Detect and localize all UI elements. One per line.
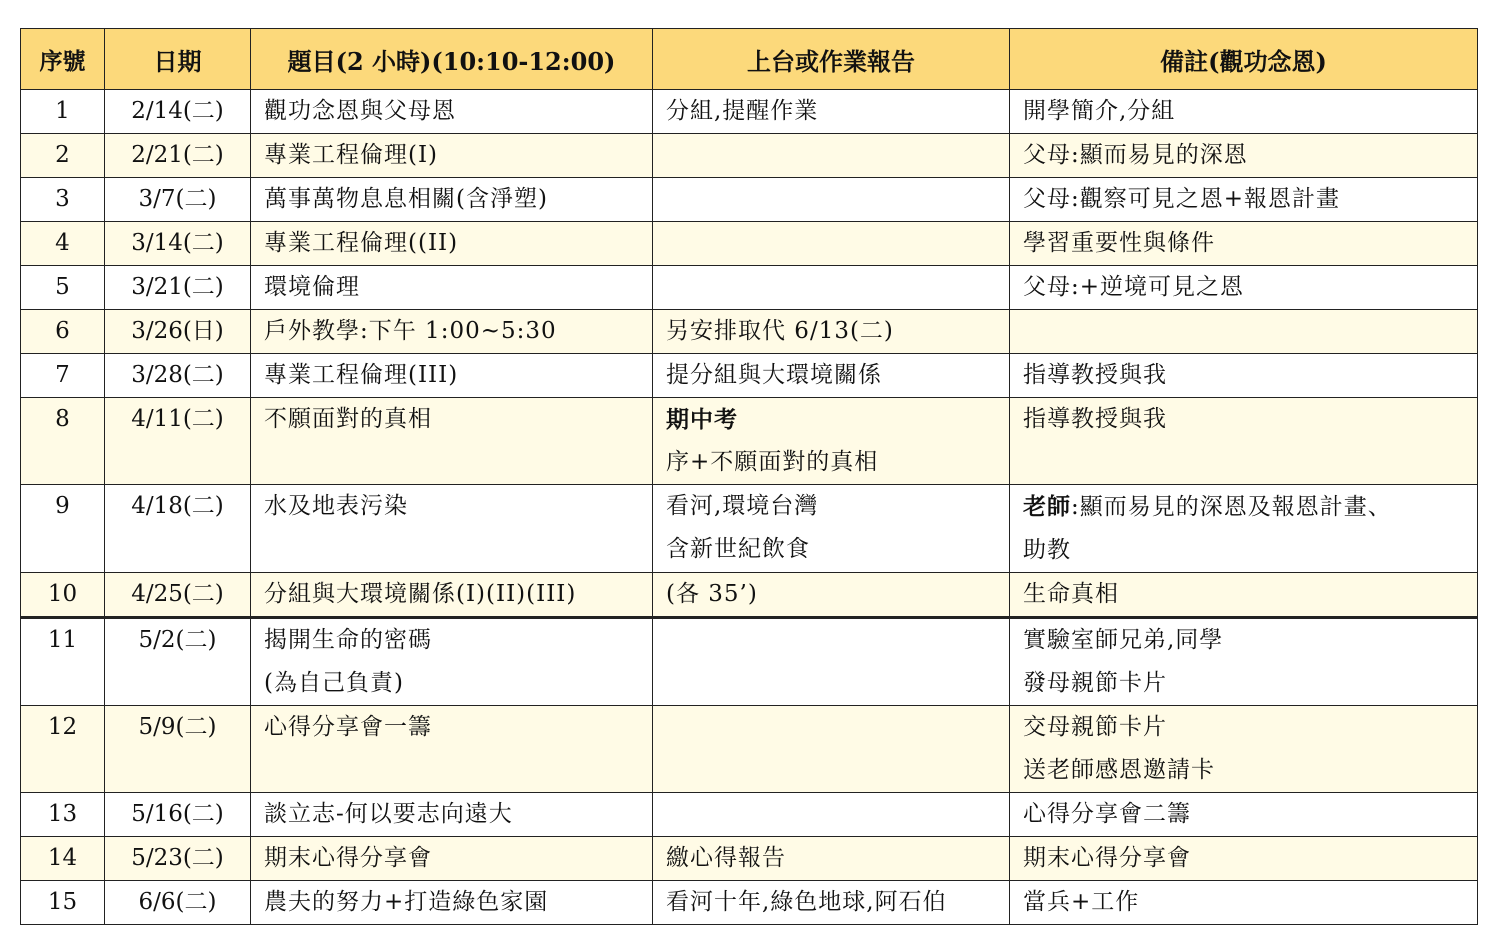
cell-topic [251,573,653,618]
cell-note [1010,266,1478,310]
cell-text: 萬事萬物息息相關(含淨塑) [264,186,548,212]
cell-text: 3 [55,186,70,212]
cell-report [653,178,1010,222]
table-row [21,837,1478,881]
cell-no [21,618,105,706]
cell-no [21,134,105,178]
cell-date [105,793,251,837]
cell-no [21,793,105,837]
cell-topic [251,266,653,310]
cell-note [1010,178,1478,222]
cell-text: 談立志-何以要志向遠大 [264,801,513,827]
cell-topic [251,134,653,178]
cell-no [21,706,105,793]
cell-no [21,837,105,881]
cell-topic [251,222,653,266]
table-row [21,178,1478,222]
cell-note [1010,881,1478,925]
cell-text: 父母:+逆境可見之恩 [1023,274,1245,300]
cell-date [105,354,251,398]
cell-date [105,618,251,706]
table-row [21,354,1478,398]
cell-topic [251,881,653,925]
cell-report [653,398,1010,485]
cell-text: 送老師感恩邀請卡 [1023,757,1215,783]
cell-text: 13 [47,801,78,827]
cell-report [653,354,1010,398]
cell-text: 2/14(二) [131,98,224,124]
cell-report [653,618,1010,706]
cell-date [105,178,251,222]
schedule-table-container [20,28,1477,925]
cell-text: 父母:觀察可見之恩+報恩計畫 [1023,186,1341,212]
cell-text: 10 [47,581,78,607]
cell-text: 發母親節卡片 [1023,670,1167,696]
cell-topic [251,178,653,222]
table-row [21,310,1478,354]
cell-report [653,310,1010,354]
header-note: 備註(觀功念恩) [1010,29,1478,90]
cell-text: 11 [47,627,78,653]
cell-text: 當兵+工作 [1023,889,1140,915]
cell-note [1010,398,1478,485]
cell-date [105,266,251,310]
cell-text: 心得分享會一籌 [264,714,432,740]
cell-topic [251,793,653,837]
cell-text: 4/11(二) [131,406,224,432]
cell-text: 實驗室師兄弟,同學 [1023,627,1224,653]
cell-text: 戶外教學:下午 1:00~5:30 [264,318,557,344]
cell-note [1010,837,1478,881]
cell-text: 繳心得報告 [666,845,786,871]
cell-topic [251,310,653,354]
cell-report [653,222,1010,266]
cell-line [1023,485,1477,529]
cell-text-bold: 老師 [1023,493,1071,520]
cell-note [1010,134,1478,178]
cell-text: 揭開生命的密碼 [264,627,432,653]
cell-text: 環境倫理 [264,274,360,300]
cell-date [105,310,251,354]
cell-topic [251,90,653,134]
cell-text: 開學簡介,分組 [1023,98,1176,124]
cell-text: 農夫的努力+打造綠色家園 [264,889,549,915]
cell-report [653,706,1010,793]
cell-text: 15 [47,889,78,915]
cell-text: 看河十年,綠色地球,阿石伯 [666,889,947,915]
cell-date [105,222,251,266]
course-schedule-table [20,28,1478,925]
cell-date [105,398,251,485]
cell-topic [251,354,653,398]
cell-text: 指導教授與我 [1023,362,1167,388]
table-row [21,706,1478,793]
cell-text: 14 [47,845,78,871]
cell-text: 4 [55,230,70,256]
cell-topic [251,706,653,793]
table-row [21,793,1478,837]
cell-text: 指導教授與我 [1023,406,1167,432]
table-row [21,881,1478,925]
cell-text: 交母親節卡片 [1023,714,1167,740]
cell-date [105,573,251,618]
cell-text: (各 35’) [666,581,758,607]
table-header-row [21,29,1478,90]
cell-report [653,881,1010,925]
cell-text: 心得分享會二籌 [1023,801,1191,827]
table-row [21,485,1478,573]
cell-text: 分組與大環境關係(I)(II)(III) [264,581,577,607]
cell-date [105,837,251,881]
cell-topic [251,837,653,881]
cell-text: 12 [47,714,78,740]
table-row [21,398,1478,485]
cell-text: 不願面對的真相 [264,406,432,432]
cell-text: 5/16(二) [131,801,224,827]
cell-text: 8 [55,406,70,432]
cell-report [653,793,1010,837]
cell-text: 3/28(二) [131,362,224,388]
cell-no [21,90,105,134]
header-no: 序號 [21,29,105,90]
cell-report [653,837,1010,881]
cell-text: 2 [55,142,70,168]
cell-text: 5/2(二) [138,627,217,653]
cell-text: 6/6(二) [138,889,217,915]
cell-note [1010,354,1478,398]
table-body [21,90,1478,925]
cell-text: 5/23(二) [131,845,224,871]
cell-note [1010,222,1478,266]
cell-text: 3/21(二) [131,274,224,300]
cell-text: 專業工程倫理((II) [264,230,459,256]
cell-text: 4/25(二) [131,581,224,607]
cell-text: 3/26(日) [131,318,224,344]
cell-topic [251,485,653,573]
cell-no [21,354,105,398]
cell-text: 生命真相 [1023,581,1119,607]
cell-text: 觀功念恩與父母恩 [264,98,456,124]
cell-report [653,134,1010,178]
cell-text: 9 [55,493,70,519]
header-topic: 題目(2 小時)(10:10-12:00) [251,29,653,90]
cell-text: 專業工程倫理(III) [264,362,459,388]
cell-date [105,90,251,134]
cell-report [653,573,1010,618]
cell-no [21,398,105,485]
cell-no [21,485,105,573]
cell-text: 5 [55,274,70,300]
cell-note [1010,90,1478,134]
cell-report [653,485,1010,573]
cell-note [1010,573,1478,618]
cell-no [21,573,105,618]
cell-date [105,134,251,178]
cell-text: 5/9(二) [138,714,217,740]
table-row [21,618,1478,706]
cell-text: 專業工程倫理(I) [264,142,439,168]
cell-date [105,881,251,925]
cell-text: 4/18(二) [131,493,224,519]
cell-date [105,706,251,793]
cell-text: 期末心得分享會 [264,845,432,871]
cell-text: 看河,環境台灣 [666,493,819,519]
cell-text: 含新世紀飲食 [666,536,810,562]
cell-note [1010,618,1478,706]
cell-note [1010,793,1478,837]
table-row [21,222,1478,266]
cell-report [653,90,1010,134]
table-row [21,90,1478,134]
cell-note [1010,310,1478,354]
cell-text: :顯而易見的深恩及報恩計畫、 [1071,494,1392,520]
cell-note [1010,706,1478,793]
cell-text: 學習重要性與條件 [1023,230,1215,256]
cell-no [21,266,105,310]
cell-text: 助教 [1023,537,1071,563]
cell-no [21,222,105,266]
cell-report [653,266,1010,310]
cell-text: 提分組與大環境關係 [666,362,882,388]
cell-text: 分組,提醒作業 [666,98,819,124]
table-row [21,573,1478,618]
cell-topic [251,398,653,485]
cell-text: 序+不願面對的真相 [666,449,879,475]
cell-text: 3/7(二) [138,186,217,212]
cell-text: 期末心得分享會 [1023,845,1191,871]
cell-text: 另安排取代 6/13(二) [666,318,894,344]
cell-no [21,178,105,222]
cell-text: 6 [55,318,70,344]
cell-no [21,881,105,925]
cell-text: 水及地表污染 [264,493,408,519]
cell-text: 7 [55,362,70,388]
cell-text: 2/21(二) [131,142,224,168]
cell-text: 1 [55,98,70,124]
cell-no [21,310,105,354]
cell-text: 3/14(二) [131,230,224,256]
cell-text: (為自己負責) [264,670,404,696]
table-row [21,134,1478,178]
cell-text: 期中考 [666,406,738,433]
cell-topic [251,618,653,706]
cell-note [1010,485,1478,573]
cell-text: 父母:顯而易見的深恩 [1023,142,1248,168]
header-date: 日期 [105,29,251,90]
cell-date [105,485,251,573]
header-report: 上台或作業報告 [653,29,1010,90]
table-row [21,266,1478,310]
